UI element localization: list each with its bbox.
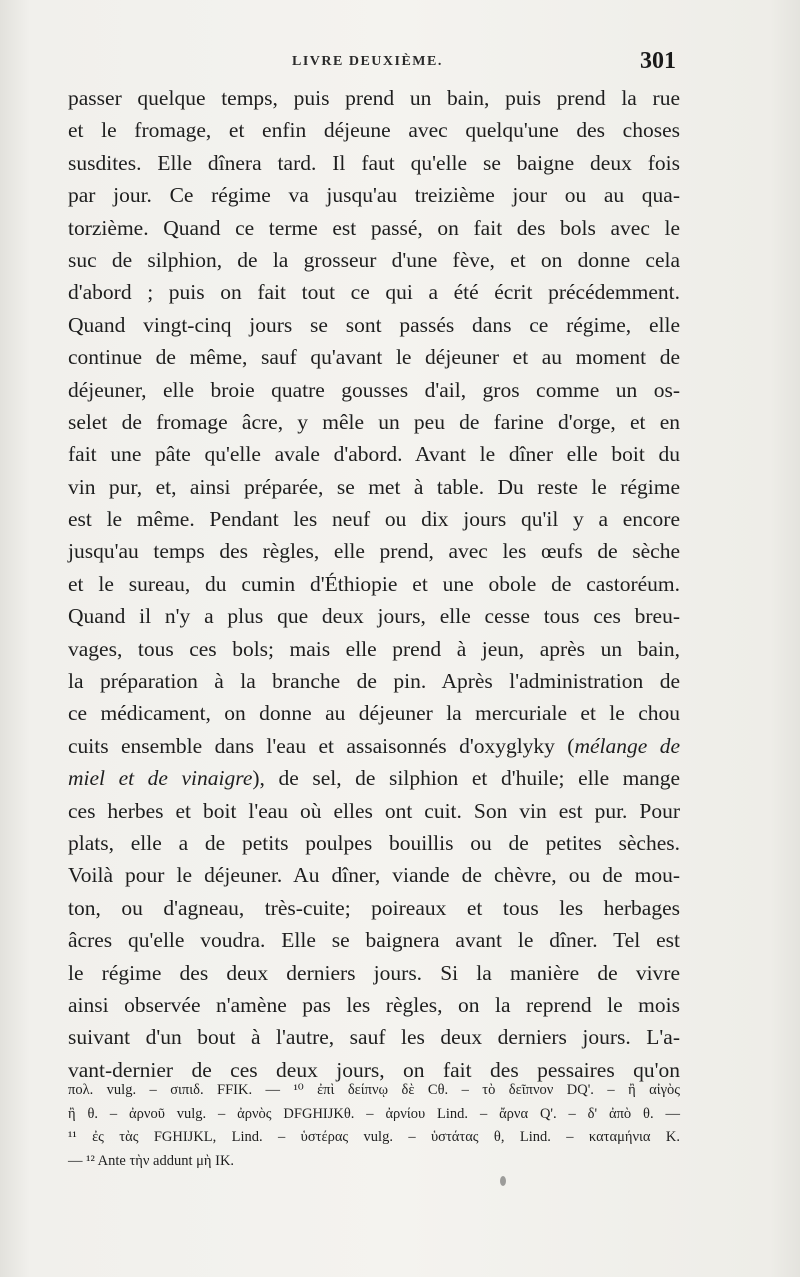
text-line: vant-dernier de ces deux jours, on fait des pessaires qu'on [68, 1057, 680, 1082]
text-line: d'abord ; puis on fait tout ce qui a été écrit précédemment. [68, 280, 680, 305]
body-text [68, 82, 680, 1086]
running-head [0, 50, 800, 80]
text-line: ainsi observée n'amène pas les règles, on la reprend le mois [68, 992, 680, 1017]
text-line: vages, tous ces bols; mais elle prend à jeun, après un bain, [68, 636, 680, 661]
ink-speck-decoration [500, 1176, 506, 1186]
text-line: suc de silphion, de la grosseur d'une fève, et on donne cela [68, 247, 680, 272]
footnotes [68, 1079, 680, 1173]
text-line: jusqu'au temps des règles, elle prend, avec les œufs de sèche [68, 539, 680, 564]
text-line: passer quelque temps, puis prend un bain, puis prend la rue [68, 86, 680, 110]
text-line: ton, ou d'agneau, très-cuite; poireaux et tous les herbages [68, 895, 680, 920]
text-line: et le sureau, du cumin d'Éthiopie et une obole de castoréum. [68, 571, 680, 596]
text-line: la préparation à la branche de pin. Après l'administration de [68, 669, 680, 694]
footnote-line: — ¹² Ante τὴν addunt μὴ IK. [68, 1152, 235, 1169]
text-line: susdites. Elle dînera tard. Il faut qu'elle se baigne deux fois [68, 150, 680, 175]
text-segment: cuits ensemble dans l'eau et assaisonnés d'oxyglyky ( [68, 733, 575, 758]
text-line: déjeuner, elle broie quatre gousses d'ail, gros comme un os- [68, 377, 680, 402]
text-line: ces herbes et boit l'eau où elles ont cuit. Son vin est pur. Pour [68, 798, 680, 823]
text-line: plats, elle a de petits poulpes bouillis ou de petites sèches. [68, 830, 680, 855]
footnote-line: ἢ θ. – ἀρνοῦ vulg. – ἀρνὸς DFGHIJKθ. – ἀρνίου Lind. – ἄρνα Q'. – δ' ἀπὸ θ. — [68, 1105, 680, 1122]
italic-segment: mélange de [574, 733, 680, 758]
text-line: le régime des deux derniers jours. Si la manière de vivre [68, 960, 680, 985]
text-line: et le fromage, et enfin déjeune avec quelqu'une des choses [68, 118, 680, 143]
text-line-with-italic [68, 730, 680, 762]
text-line: Voilà pour le déjeuner. Au dîner, viande de chèvre, ou de mou- [68, 863, 680, 888]
page-number: 301 [640, 48, 676, 74]
text-line: fait une pâte qu'elle avale d'abord. Avant le dîner elle boit du [68, 442, 680, 467]
text-line: continue de même, sauf qu'avant le déjeuner et au moment de [68, 345, 680, 370]
text-line: est le même. Pendant les neuf ou dix jours qu'il y a encore [68, 507, 680, 532]
text-line: torzième. Quand ce terme est passé, on fait des bols avec le [68, 215, 680, 240]
text-segment: ), de sel, de silphion et d'huile; elle mange [252, 766, 680, 791]
text-line: par jour. Ce régime va jusqu'au treizième jour ou au qua- [68, 183, 680, 208]
text-line: ce médicament, on donne au déjeuner la mercuriale et le chou [68, 701, 680, 726]
text-line: suivant d'un bout à l'autre, sauf les deux derniers jours. L'a- [68, 1025, 680, 1050]
text-line: vin pur, et, ainsi préparée, se met à table. Du reste le régime [68, 474, 680, 499]
text-line: âcres qu'elle voudra. Elle se baignera avant le dîner. Tel est [68, 928, 680, 953]
footnote-line: πολ. vulg. – σιπιδ. FFIK. — ¹⁰ ἐπὶ δείπνῳ δὲ Cθ. – τὸ δεῖπνον DQ'. – ἢ αἰγὸς [68, 1082, 680, 1098]
text-line: Quand il n'y a plus que deux jours, elle cesse tous ces breu- [68, 604, 680, 629]
text-line: selet de fromage âcre, y mêle un peu de farine d'orge, et en [68, 409, 680, 434]
text-line-with-italic [68, 762, 680, 794]
italic-segment: miel et de vinaigre [68, 766, 253, 791]
running-title: LIVRE DEUXIÈME. [292, 54, 443, 69]
footnote-line: ¹¹ ἐς τὰς FGHIJKL, Lind. – ὑστέρας vulg. – ὑστάτας θ, Lind. – καταμήνια K. [68, 1129, 680, 1145]
text-line: Quand vingt-cinq jours se sont passés dans ce régime, elle [68, 312, 680, 337]
